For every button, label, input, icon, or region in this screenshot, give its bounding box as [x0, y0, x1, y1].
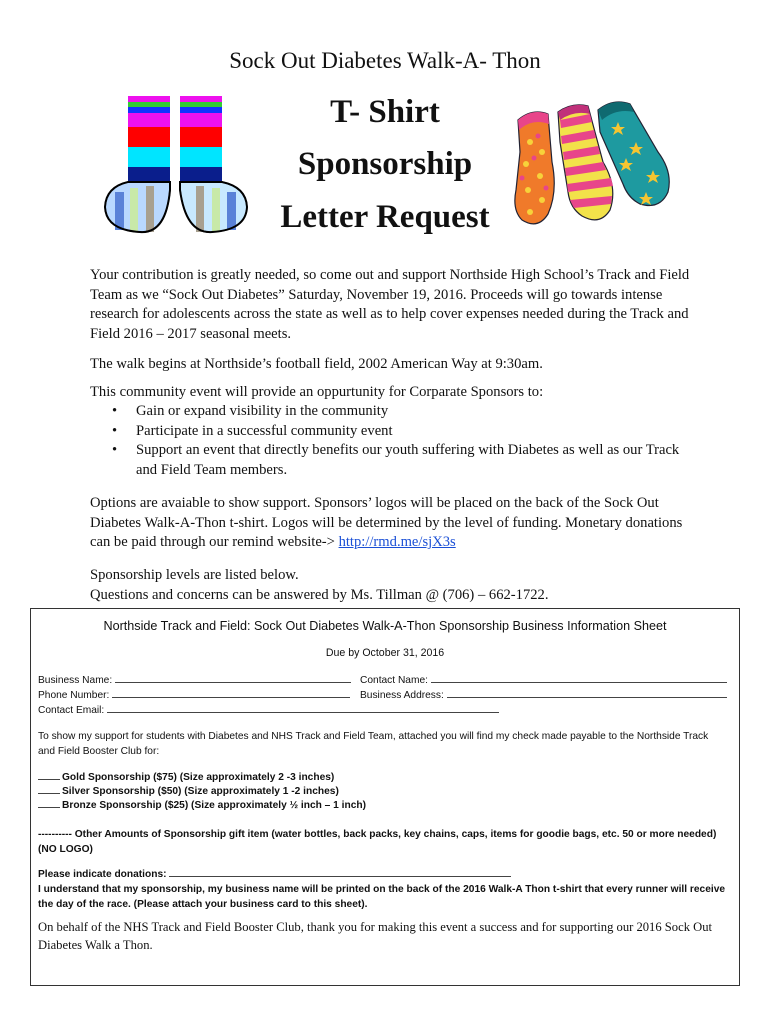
list-item: • Participate in a successful community event	[110, 422, 690, 442]
levels-paragraph	[90, 566, 690, 605]
gold-sponsorship-option[interactable]	[38, 770, 334, 783]
business-info-sheet	[30, 608, 740, 986]
business-name-field[interactable]	[38, 673, 351, 686]
levels-note: Sponsorship levels are listed below.	[90, 567, 299, 583]
options-paragraph	[90, 494, 690, 553]
silver-sponsorship-option[interactable]	[38, 784, 339, 797]
gold-checkbox-blank[interactable]	[38, 770, 60, 780]
silver-sponsorship-label: Silver Sponsorship ($50) (Size approximately 1 -2 inches)	[62, 786, 339, 797]
document-title: Sock Out Diabetes Walk-A- Thon	[229, 48, 541, 73]
thank-you-text: On behalf of the NHS Track and Field Booster Club, thank you for making this event a success and for supporting our 2016 Sock Out Diabetes Walk a Thon.	[38, 920, 713, 952]
event-intro: This community event will provide an oppurtunity for Corparate Sponsors to:	[90, 384, 544, 400]
other-amounts-option[interactable]: ---------- Other Amounts of Sponsorship gift item (water bottles, back packs, key chains, caps, items for goodie bags, etc. 50 or more needed) (NO LOGO)	[38, 829, 717, 855]
acknowledgement-text: I understand that my sponsorship, my business name will be printed on the back of the 2016 Walk-A Thon t-shirt that every runner will receive the day of the race. (Please attach your business card to this sheet).	[38, 884, 726, 910]
list-item: • Support an event that directly benefits our youth suffering with Diabetes as well as our Track and Field Team members.	[110, 441, 690, 480]
benefits-list	[110, 402, 690, 480]
donations-label: Please indicate donations:	[38, 869, 167, 880]
gold-sponsorship-label: Gold Sponsorship ($75) (Size approximately 2 -3 inches)	[62, 772, 335, 783]
colorful-socks-illustration	[508, 92, 678, 232]
business-address-field[interactable]	[360, 688, 727, 701]
bronze-sponsorship-option[interactable]	[38, 798, 366, 811]
heading-tshirt: T- Shirt	[330, 94, 440, 130]
phone-number-field[interactable]	[38, 688, 350, 701]
phone-number-label: Phone Number:	[38, 690, 110, 701]
options-text: Options are avaiable to show support. Sponsors’ logos will be placed on the back of the Sock Out Diabetes Walk-A-Thon t-shirt. Logos will be determined by the level of funding. Monetary donations can be paid through our remind website->	[90, 495, 683, 551]
business-name-label: Business Name:	[38, 675, 113, 686]
walk-info: The walk begins at Northside’s football field, 2002 American Way at 9:30am.	[90, 356, 543, 372]
silver-checkbox-blank[interactable]	[38, 784, 60, 794]
bronze-sponsorship-label: Bronze Sponsorship ($25) (Size approximately ½ inch – 1 inch)	[62, 800, 366, 811]
donations-field[interactable]	[38, 867, 511, 880]
contact-note: Questions and concerns can be answered by Ms. Tillman @ (706) – 662-1722.	[90, 586, 549, 603]
contact-name-field[interactable]	[360, 673, 727, 686]
sheet-due-date: Due by October 31, 2016	[325, 647, 445, 659]
contact-name-label: Contact Name:	[360, 675, 428, 686]
contact-email-label: Contact Email:	[38, 705, 105, 716]
heading-sponsorship: Sponsorship	[297, 146, 473, 182]
bronze-checkbox-blank[interactable]	[38, 798, 60, 808]
remind-link[interactable]: http://rmd.me/sjX3s	[338, 534, 456, 551]
intro-paragraph: Your contribution is greatly needed, so come out and support Northside High School’s Track and Field Team as we “Sock Out Diabetes” Saturday, November 19, 2016. Proceeds will go towards intense research for adolescents across the state as well as to help cover expenses needed during the Track and Field 2016 – 2017 seasonal meets.	[90, 267, 690, 342]
pledge-text: To show my support for students with Diabetes and NHS Track and Field Team, attached you will find my check made payable to the Northside Track and Field Booster Club for:	[38, 731, 709, 757]
sheet-title: Northside Track and Field: Sock Out Diabetes Walk-A-Thon Sponsorship Business Information Sheet	[103, 619, 667, 633]
list-item: • Gain or expand visibility in the community	[110, 402, 690, 422]
business-address-label: Business Address:	[360, 690, 444, 701]
striped-socks-illustration	[100, 92, 260, 242]
contact-email-field[interactable]	[38, 703, 499, 716]
heading-letter-request: Letter Request	[280, 199, 490, 235]
